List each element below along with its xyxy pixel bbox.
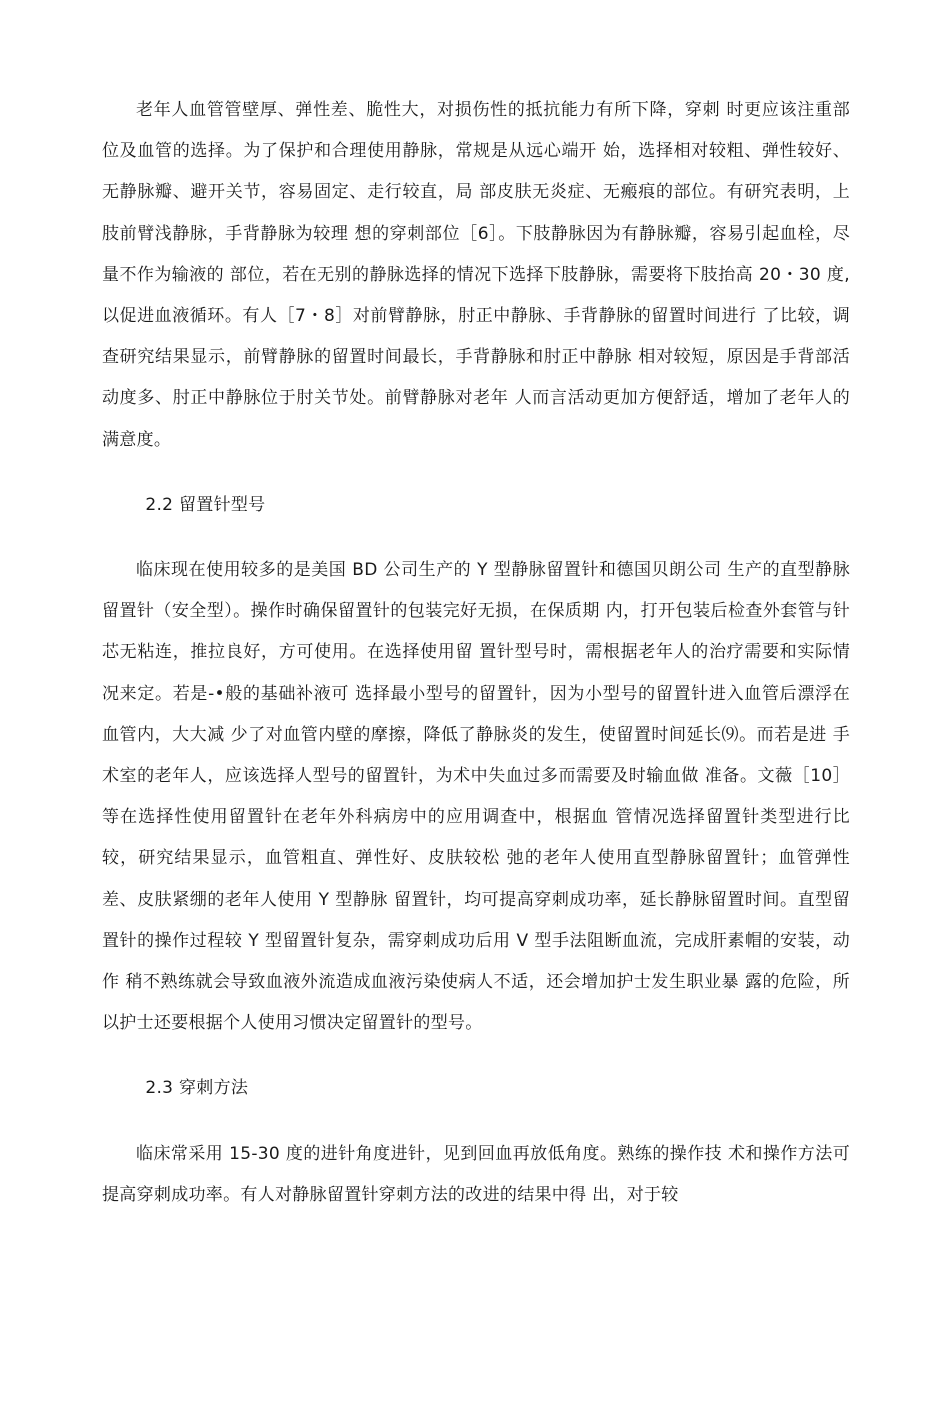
document-body bbox=[102, 90, 850, 1216]
spacer bbox=[102, 1110, 850, 1134]
spacer bbox=[102, 461, 850, 485]
paragraph-vein-selection: 老年人血管管壁厚、弹性差、脆性大，对损伤性的抵抗能力有所下降，穿刺 时更应该注重部位及血管的选择。为了保护和合理使用静脉，常规是从远心端开 始，选择相对较粗、弹性较好、无静脉瓣、避开关节，容易固定、走行较直，局 部皮肤无炎症、无瘢痕的部位。有研究表明，上肢前臂浅静脉，手背静脉为较理 想的穿刺部位［6］。下肢静脉因为有静脉瓣，容易引起血栓，尽量不作为输液的 部位，若在无别的静脉选择的情况下选择下肢静脉，需要将下肢抬高 20・30 度, 以促进血液循环。有人［7・8］对前臂静脉，肘正中静脉、手背静脉的留置时间进行 了比较，调查研究结果显示，前臂静脉的留置时间最长，手背静脉和肘正中静脉 相对较短，原因是手背部活动度多、肘正中静脉位于肘关节处。前臂静脉对老年 人而言活动更加方便舒适，增加了老年人的满意度。 bbox=[102, 100, 850, 450]
paragraph-puncture-method: 临床常采用 15-30 度的进针角度进针，见到回血再放低角度。熟练的操作技 术和操作方法可提高穿刺成功率。有人对静脉留置针穿刺方法的改进的结果中得 出，对于较 bbox=[102, 1143, 850, 1205]
spacer bbox=[102, 526, 850, 550]
section-heading-2-3: 2.3 穿刺方法 bbox=[145, 1078, 249, 1099]
paragraph-needle-model: 临床现在使用较多的是美国 BD 公司生产的 Y 型静脉留置针和德国贝朗公司 生产的直型静脉留置针（安全型）。操作时确保留置针的包装完好无损，在保质期 内，打开包装后检查外套管与针芯无粘连，推拉良好，方可使用。在选择使用留 置针型号时，需根据老年人的治疗需要和实际情况来定。若是-•般的基础补液可 选择最小型号的留置针，因为小型号的留置针进入血管后漂浮在血管内，大大减 少了对血管内壁的摩擦，降低了静脉炎的发生，使留置时间延长⑼。而若是进 手术室的老年人，应该选择人型号的留置针，为术中失血过多而需要及时输血做 准备。文薇［10］等在选择性使用留置针在老年外科病房中的应用调查中，根据血 管情况选择留置针类型进行比较，研究结果显示，血管粗直、弹性好、皮肤较松 弛的老年人使用直型静脉留置针；血管弹性差、皮肤紧绷的老年人使用 Y 型静脉 留置针，均可提高穿刺成功率，延长静脉留置时间。直型留置针的操作过程较 Y 型留置针复杂，需穿刺成功后用 V 型手法阻断血流，完成肝素帽的安装，动作 稍不熟练就会导致血液外流造成血液污染使病人不适，还会增加护士发生职业暴 露的危险，所以护士还要根据个人使用习惯决定留置针的型号。 bbox=[102, 560, 850, 1034]
section-heading-2-2: 2.2 留置针型号 bbox=[145, 494, 266, 515]
spacer bbox=[102, 1044, 850, 1068]
